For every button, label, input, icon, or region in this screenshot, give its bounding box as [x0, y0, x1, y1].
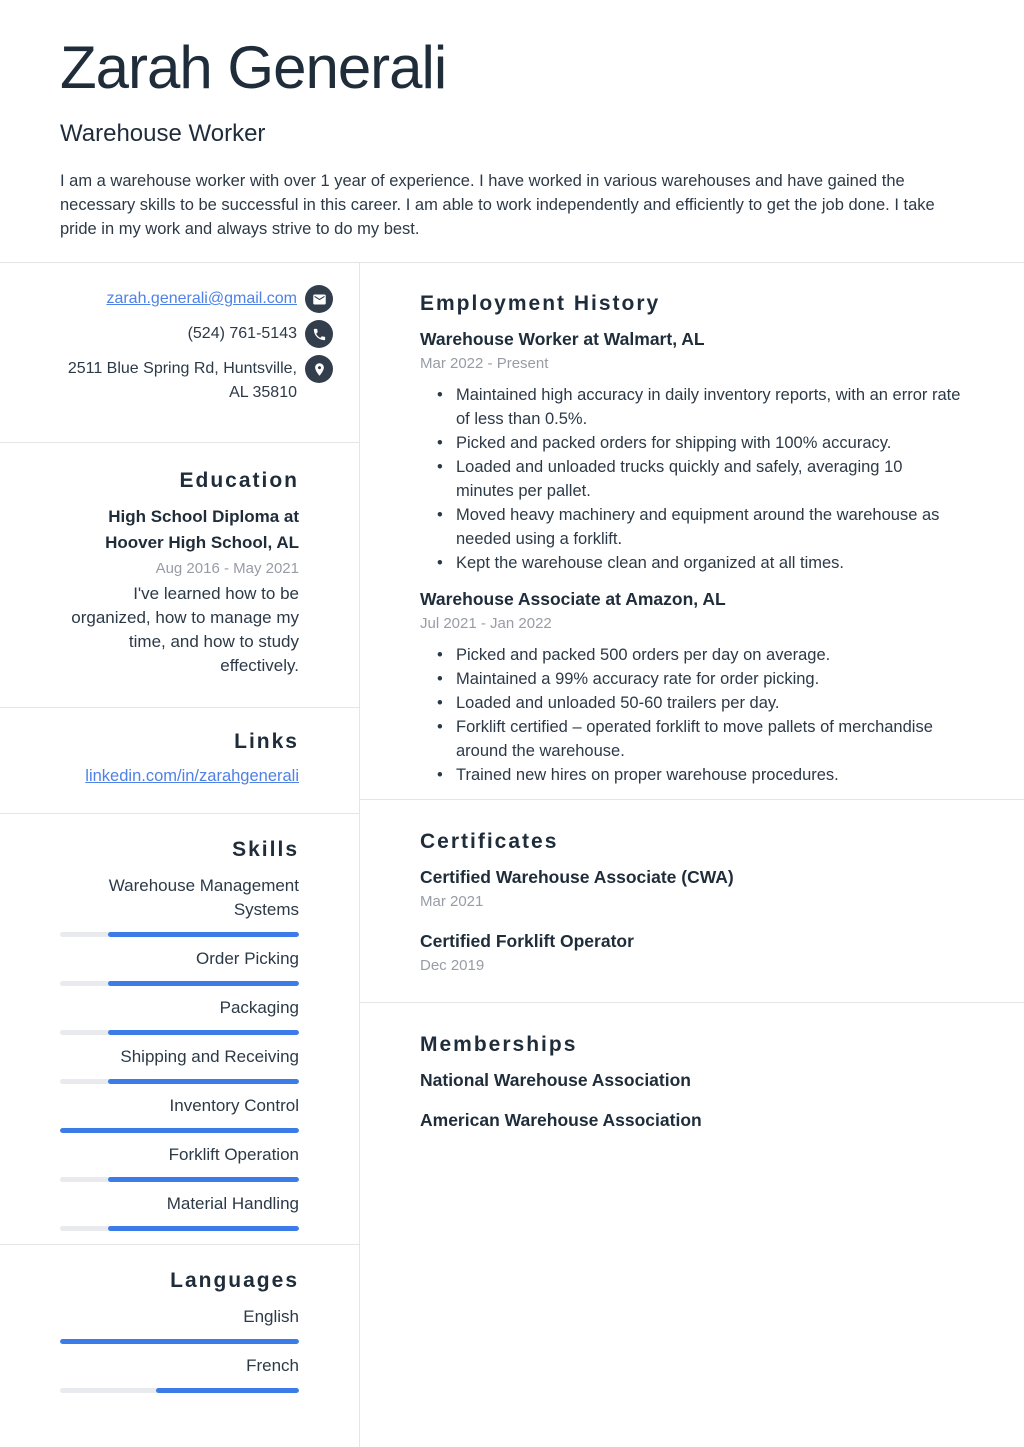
- language-item: [60, 1354, 299, 1393]
- membership-entry: National Warehouse Association: [420, 1070, 691, 1090]
- education-degree: High School Diploma at Hoover High School, AL: [105, 507, 299, 552]
- resume-header: [0, 0, 1024, 263]
- languages-heading: Languages: [170, 1269, 299, 1292]
- languages-list: [60, 1305, 299, 1393]
- certificate-date: Mar 2021: [420, 893, 484, 910]
- job-bullet: • Trained new hires on proper warehouse procedures.: [437, 763, 961, 787]
- skill-item: [60, 1045, 299, 1084]
- job-bullet: • Loaded and unloaded trucks quickly and safely, averaging 10 minutes per pallet.: [437, 455, 961, 503]
- email-link[interactable]: zarah.generali@gmail.com: [106, 290, 297, 307]
- phone-icon: [305, 320, 333, 348]
- sidebar: [0, 263, 360, 1447]
- skill-label: Warehouse Management Systems: [108, 876, 299, 919]
- job-dates: Jul 2021 - Jan 2022: [420, 615, 552, 632]
- job-bullet: • Forklift certified – operated forklift to move pallets of merchandise around the warehouse.: [437, 715, 961, 763]
- certificate-entry: [420, 929, 974, 976]
- envelope-icon: [305, 285, 333, 313]
- employment-section: [360, 263, 1024, 800]
- skill-item: [60, 1143, 299, 1182]
- skill-bar-track: [60, 932, 299, 937]
- language-bar-fill: [156, 1388, 299, 1393]
- job-bullet-list: [420, 383, 974, 575]
- job-title: Warehouse Worker at Walmart, AL: [420, 329, 705, 349]
- memberships-list: [420, 1068, 974, 1132]
- language-label: French: [246, 1356, 299, 1375]
- education-description: I've learned how to be organized, how to manage my time, and how to study effectively.: [71, 584, 299, 675]
- job-bullet: • Picked and packed 500 orders per day on average.: [437, 643, 961, 667]
- skill-bar-track: [60, 1177, 299, 1182]
- job-entry: [420, 587, 974, 787]
- skill-bar-track: [60, 1226, 299, 1231]
- job-bullet: • Maintained high accuracy in daily inventory reports, with an error rate of less than 0.5%.: [437, 383, 961, 431]
- job-bullet: • Loaded and unloaded 50-60 trailers per day.: [437, 691, 961, 715]
- skill-label: Packaging: [219, 998, 299, 1017]
- skill-label: Forklift Operation: [168, 1145, 299, 1164]
- skills-list: [60, 874, 299, 1231]
- certificate-date: Dec 2019: [420, 957, 485, 974]
- resume-body: [0, 263, 1024, 1447]
- certificate-name: Certified Forklift Operator: [420, 931, 634, 951]
- skill-bar-fill: [108, 932, 299, 937]
- certificate-entry: [420, 865, 974, 912]
- skill-item: [60, 874, 299, 937]
- certificate-name: Certified Warehouse Associate (CWA): [420, 867, 734, 887]
- skill-bar-track: [60, 981, 299, 986]
- skill-label: Shipping and Receiving: [120, 1047, 299, 1066]
- skill-bar-fill: [108, 981, 299, 986]
- candidate-name: Zarah Generali: [60, 34, 447, 101]
- language-bar-track: [60, 1339, 299, 1344]
- profile-summary: I am a warehouse worker with over 1 year of experience. I have worked in various warehouses and have gained the necessary skills to be successful in this career. I am able to work independently and efficiently to get the job done. I take pride in my work and always strive to do my best.: [60, 172, 935, 238]
- language-bar-track: [60, 1388, 299, 1393]
- skill-bar-fill: [108, 1226, 299, 1231]
- job-dates: Mar 2022 - Present: [420, 355, 549, 372]
- skill-label: Order Picking: [196, 949, 299, 968]
- language-item: [60, 1305, 299, 1344]
- address-text: 2511 Blue Spring Rd, Huntsville, AL 35810: [67, 360, 297, 401]
- links-heading: Links: [234, 730, 299, 753]
- skill-bar-fill: [108, 1079, 299, 1084]
- education-heading: Education: [179, 469, 299, 492]
- contact-row-email: [60, 287, 333, 313]
- skill-item: [60, 1094, 299, 1133]
- skill-item: [60, 947, 299, 986]
- skills-heading: Skills: [232, 838, 299, 861]
- link-item: [60, 765, 299, 787]
- links-list: [60, 765, 299, 787]
- profile-link[interactable]: linkedin.com/in/zarahgenerali: [85, 767, 299, 785]
- job-bullet: • Moved heavy machinery and equipment around the warehouse as needed using a forklift.: [437, 503, 961, 551]
- job-entry: [420, 327, 974, 575]
- language-label: English: [243, 1307, 299, 1326]
- language-bar-fill: [60, 1339, 299, 1344]
- memberships-section: [360, 1003, 1024, 1447]
- skill-bar-track: [60, 1030, 299, 1035]
- job-bullet: • Maintained a 99% accuracy rate for order picking.: [437, 667, 961, 691]
- main-column: [360, 263, 1024, 1447]
- phone-number: (524) 761-5143: [187, 325, 297, 342]
- skill-label: Material Handling: [166, 1194, 299, 1213]
- skill-bar-track: [60, 1128, 299, 1133]
- certificates-section: [360, 800, 1024, 1003]
- memberships-heading: Memberships: [420, 1033, 578, 1056]
- skill-bar-fill: [60, 1128, 299, 1133]
- job-bullet-list: [420, 643, 974, 787]
- skill-bar-fill: [108, 1177, 299, 1182]
- skills-section: [0, 814, 359, 1245]
- contact-row-address: [60, 357, 333, 405]
- skill-label: Inventory Control: [169, 1096, 299, 1115]
- skill-item: [60, 996, 299, 1035]
- membership-entry: American Warehouse Association: [420, 1110, 702, 1130]
- contact-row-phone: [60, 322, 333, 348]
- education-section: [0, 443, 359, 708]
- candidate-job-title: Warehouse Worker: [60, 120, 266, 147]
- languages-section: [0, 1245, 359, 1447]
- certificates-list: [420, 865, 974, 976]
- skill-bar-track: [60, 1079, 299, 1084]
- skill-bar-fill: [108, 1030, 299, 1035]
- skill-item: [60, 1192, 299, 1231]
- certificates-heading: Certificates: [420, 830, 559, 853]
- contact-section: [0, 263, 359, 443]
- employment-heading: Employment History: [420, 292, 661, 315]
- location-pin-icon: [305, 355, 333, 383]
- job-title: Warehouse Associate at Amazon, AL: [420, 589, 726, 609]
- jobs-list: [420, 327, 974, 787]
- job-bullet: • Picked and packed orders for shipping with 100% accuracy.: [437, 431, 961, 455]
- links-section: [0, 708, 359, 814]
- job-bullet: • Kept the warehouse clean and organized at all times.: [437, 551, 961, 575]
- education-dates: Aug 2016 - May 2021: [155, 560, 299, 577]
